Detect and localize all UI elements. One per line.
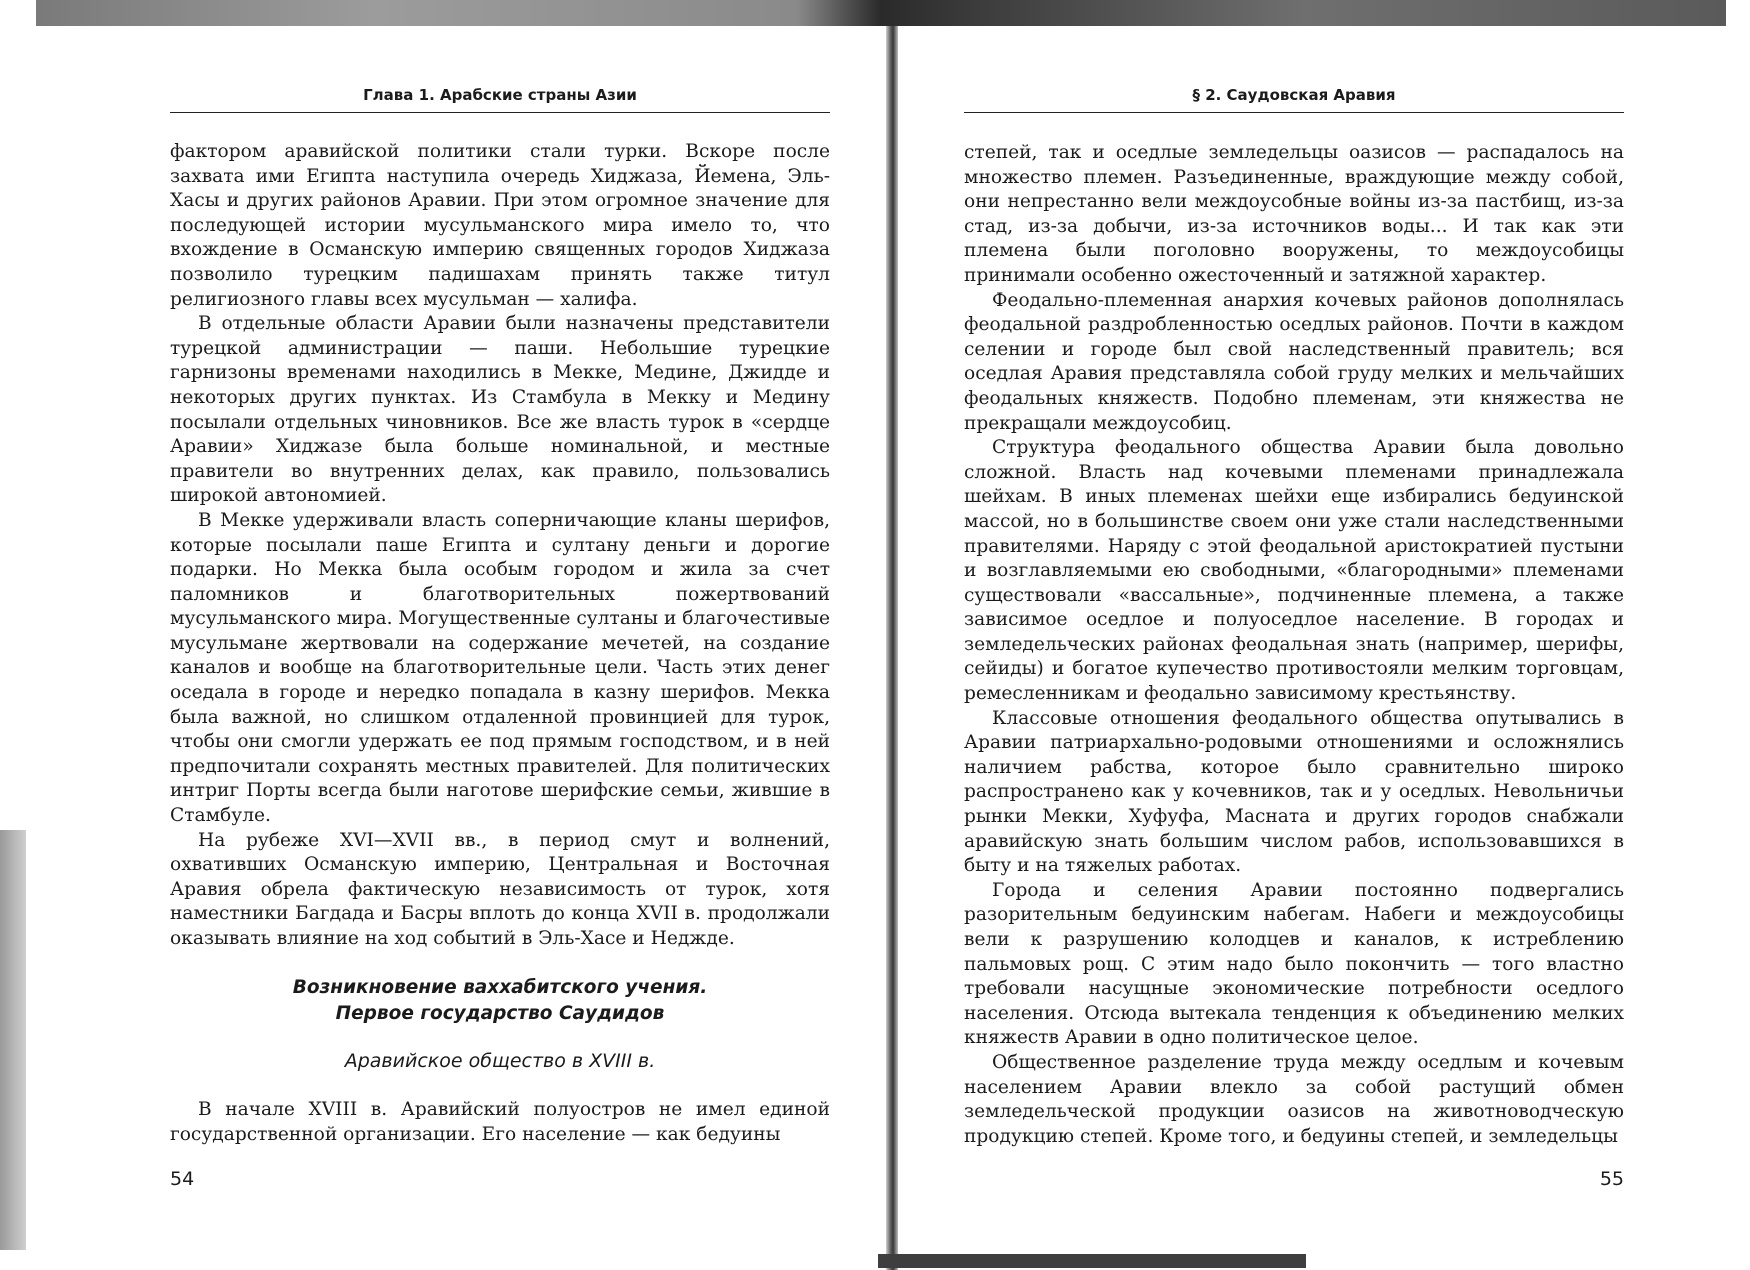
- subsection-heading: Аравийское общество в XVIII в.: [344, 1050, 656, 1072]
- paragraph: Общественное разделение труда между оседлым и кочевым населением Аравии влекло за собой растущий обмен земледельческой продукции оазисов на животноводческую продукцию степей. Кроме того, и бедуины степей, и земледельцы: [964, 1051, 1624, 1147]
- section-heading-line2: Первое государство Саудидов: [335, 1003, 665, 1024]
- paragraph: Феодально-племенная анархия кочевых районов дополнялась феодальной раздробленностью оседлых районов. Почти в каждом селении и городе был свой наследственный правитель; вся оседлая Аравия представляла собой груду мелких и мельчайших феодальных княжеств. Подобно племенам, эти княжества не прекращали междоусобиц.: [964, 289, 1624, 434]
- paragraph: степей, так и оседлые земледельцы оазисов — распадалось на множество племен. Разъединенные, враждующие между собой, они непрестанно вели междоусобные войны из-за пастбищ, из-за стад, из-за добычи, из-за источников воды... И так как эти племена были поголовно вооружены, то междоусобицы принимали особенно ожесточенный и затяжной характер.: [964, 142, 1624, 286]
- section-heading-line1: Возникновение ваххабитского учения.: [292, 977, 708, 998]
- paragraph: Структура феодального общества Аравии была довольно сложной. Власть над кочевыми племенами принадлежала шейхам. В иных племенах шейхи еще избирались бедуинской массой, но в большинстве своем они уже стали наследственными правителями. Наряду с этой феодальной аристократией пустыни и возглавляемыми ею свободными, «благородными» племенами существовали «вассальные», подчиненные племена, а также зависимое оседлое и полуоседлое население. В городах и земледельческих районах феодальная знать (например, шерифы, сейиды) и богатое купечество противостояли мелким торговцам, ремесленникам и феодально зависимому крестьянству.: [964, 437, 1624, 705]
- paragraph: фактором аравийской политики стали турки. Вскоре после захвата ими Египта наступила очередь Хиджаза, Йемена, Эль-Хасы и других районов Аравии. При этом огромное значение для последующей истории мусульманского мира имело то, что вхождение в Османскую империю священных городов Хиджаза позволило турецким падишахам принять также титул религиозного главы всех мусульман — халифа.: [170, 141, 830, 310]
- page-number: 54: [170, 1168, 195, 1190]
- section-heading: [170, 975, 830, 1027]
- body-text: [964, 141, 1624, 1149]
- paragraph: В отдельные области Аравии были назначены представители турецкой администрации — паши. Небольшие турецкие гарнизоны временами находились в Мекке, Медине, Джидде и некоторых других пунктах. Из Стамбула в Мекку и Медину посылали отдельных чиновников. Все же власть турок в «сердце Аравии» Хиджазе была больше номинальной, и местные правители во внутренних делах, как правило, пользовались широкой автономией.: [170, 313, 830, 507]
- paragraph: Города и селения Аравии постоянно подвергались разорительным бедуинским набегам. Набеги и междоусобицы вели к разрушению колодцев и каналов, к истреблению пальмовых рощ. С этим надо было покончить — того властно требовали насущные экономические потребности оседлого населения. Отсюда вытекала тенденция к объединению мелких княжеств Аравии в одно политическое целое.: [964, 879, 1624, 1049]
- running-head: Глава 1. Арабские страны Азии: [170, 86, 830, 113]
- body-text: [170, 140, 830, 952]
- paragraph: В начале XVIII в. Аравийский полуостров не имел единой государственной организации. Его население — как бедуины: [170, 1099, 830, 1145]
- body-text-continued: [170, 1098, 830, 1147]
- right-page: [964, 0, 1624, 1270]
- book-spine: [886, 26, 898, 1270]
- paragraph: На рубеже XVI—XVII вв., в период смут и волнений, охвативших Османскую империю, Центральная и Восточная Аравия обрела фактическую независимость от турок, хотя наместники Багдада и Басры вплоть до конца XVII в. продолжали оказывать влияние на ход событий в Эль-Хасе и Неджде.: [170, 829, 830, 949]
- left-page: [170, 0, 830, 1270]
- page-number: 55: [1599, 1168, 1624, 1190]
- running-head: § 2. Саудовская Аравия: [964, 86, 1624, 113]
- paragraph: В Мекке удерживали власть соперничающие кланы шерифов, которые посылали паше Египта и султану деньги и дорогие подарки. Но Мекка была особым городом и жила за счет паломников и благотворительных пожертвований мусульманского мира. Могущественные султаны и благочестивые мусульмане жертвовали на содержание мечетей, на создание каналов и вообще на благотворительные цели. Часть этих денег оседала в городе и нередко попадала в казну шерифов. Мекка была важной, но слишком отдаленной провинцией для турок, чтобы они смогли удержать ее под прямым господством, и в ней предпочитали сохранять местных правителей. Для политических интриг Порты всегда были наготове шерифские семьи, жившие в Стамбуле.: [170, 509, 830, 827]
- scan-left-edge: [0, 830, 26, 1250]
- paragraph: Классовые отношения феодального общества опутывались в Аравии патриархально-родовыми отношениями и осложнялись наличием рабства, которое было сравнительно широко распространено как у кочевников, так и у оседлых. Невольничьи рынки Мекки, Хуфуфа, Масната и других городов снабжали аравийскую знать большим числом рабов, использовавшихся в быту и на тяжелых работах.: [964, 707, 1624, 877]
